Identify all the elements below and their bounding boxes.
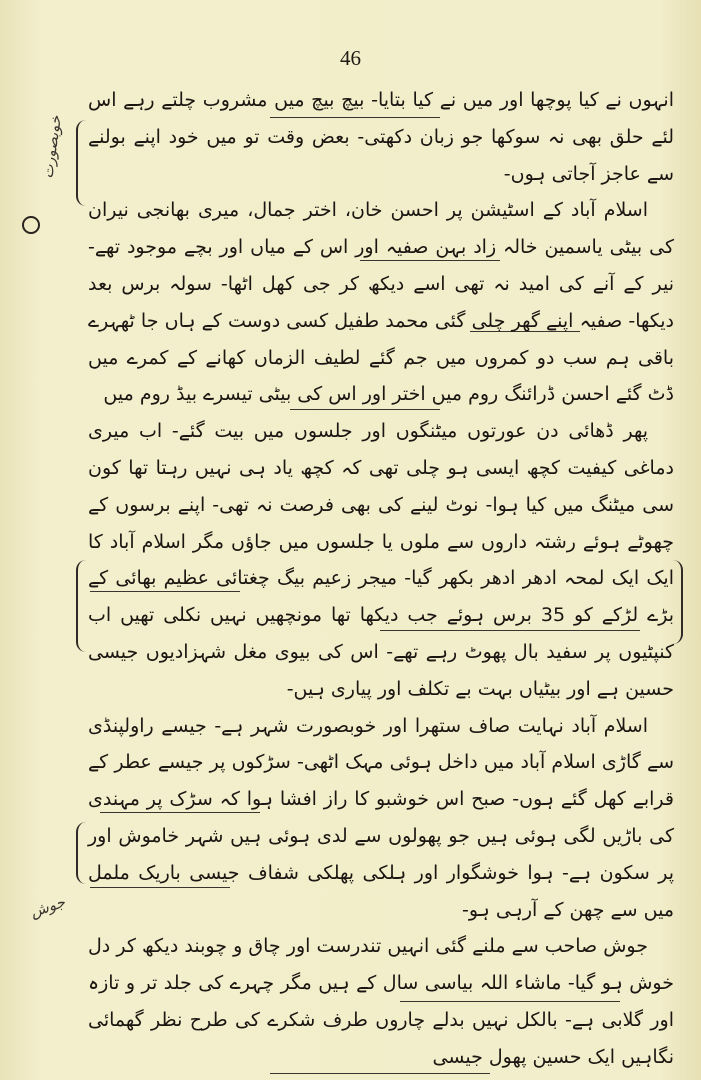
page-number: 46: [340, 46, 361, 70]
margin-note-handwritten: جوش: [28, 892, 68, 922]
paragraph: اسلام آباد کے اسٹیشن پر احسن خان، اختر جمال، میری بھانجی نیران کی بیٹی یاسمین خالہ زاد بہن صفیہ اور اس کے میاں اور بچے موجود تھے- نیر کے آنے کی امید نہ تھی اسے دیکھ کر جی کھل اٹھا- سولہ برس بعد دیکھا- صفیہ اپنے گھر چلی گئی محمد طفیل کسی دوست کے ہاں جا ٹھہرے باقی ہم سب دو کمروں میں جم گئے لطیف الزماں کھانے کے کمرے میں ڈٹ گئے احسن ڈرائنگ روم میں اختر اور اس کی بیٹی تیسرے بیڈ روم میں: [88, 199, 674, 406]
paragraph: انہوں نے کیا پوچھا اور میں نے کیا بتایا- بیچ بیچ میں مشروب چلتے رہے اس لئے حلق بھی نہ سوکھا جو زبان دکھتی- بعض وقت تو میں خود اپنے بولنے سے عاجز آجاتی ہوں-: [88, 89, 674, 185]
margin-note-handwritten: خوبصورت: [38, 114, 65, 180]
page-body-text: [88, 82, 674, 1076]
paragraph: جوش صاحب سے ملنے گئی انہیں تندرست اور چاق و چوبند دیکھ کر دل خوش ہو گیا- ماشاء اللہ بیاسی سال کے ہیں مگر چہرے کی جلد تر و تازہ اور گلابی ہے- بالکل نہیں بدلے چاروں طرف شکرے کی طرح نظر گھمائی نگاہیں ایک حسین پھول جیسی: [88, 935, 674, 1068]
paragraph: پھر ڈھائی دن عورتوں میٹنگوں اور جلسوں میں بیت گئے- اب میری دماغی کیفیت کچھ ایسی ہو چلی تھی کہ کچھ یاد ہی نہیں رہتا تھا کون سی میٹنگ میں کیا ہوا- نوٹ لینے کی بھی فرصت نہ تھی- اپنے برسوں کے چھوٹے ہوئے رشتہ داروں سے ملوں یا جلسوں میں جاؤں مگر اسلام آباد کا ایک ایک لمحہ ادھر ادھر بکھر گیا- میجر زعیم بیگ چغتائی عظیم بھائی کے بڑے لڑکے کو 35 برس ہوئے جب دیکھا تھا مونچھیں نہیں نکلی تھیں اب کنپٹیوں پر سفید بال پھوٹ رہے تھے- اس کی بیوی مغل شہزادیوں جیسی حسین ہے اور بیٹیاں بہت بے تکلف اور پیاری ہیں-: [88, 420, 674, 700]
circle-mark-icon: [22, 216, 40, 234]
margin-bracket: [673, 560, 683, 644]
paragraph: اسلام آباد نہایت صاف ستھرا اور خوبصورت شہر ہے- جیسے راولپنڈی سے گاڑی اسلام آباد میں داخل ہوئی مہک اٹھی- سڑکوں پر جیسے عطر کے قرابے کھل گئے ہوں- صبح اس خوشبو کا راز افشا ہوا کہ سڑک پر مہندی کی باڑیں لگی ہوئی ہیں جو پھولوں سے لدی ہوئی ہیں شہر خاموش اور پر سکون ہے- ہوا خوشگوار اور ہلکی پھلکی شفاف جیسی باریک ململ میں سے چھن کے آرہی ہو-: [88, 714, 674, 921]
margin-bracket: [76, 560, 86, 652]
margin-bracket: [76, 120, 86, 206]
margin-bracket: [76, 822, 86, 884]
